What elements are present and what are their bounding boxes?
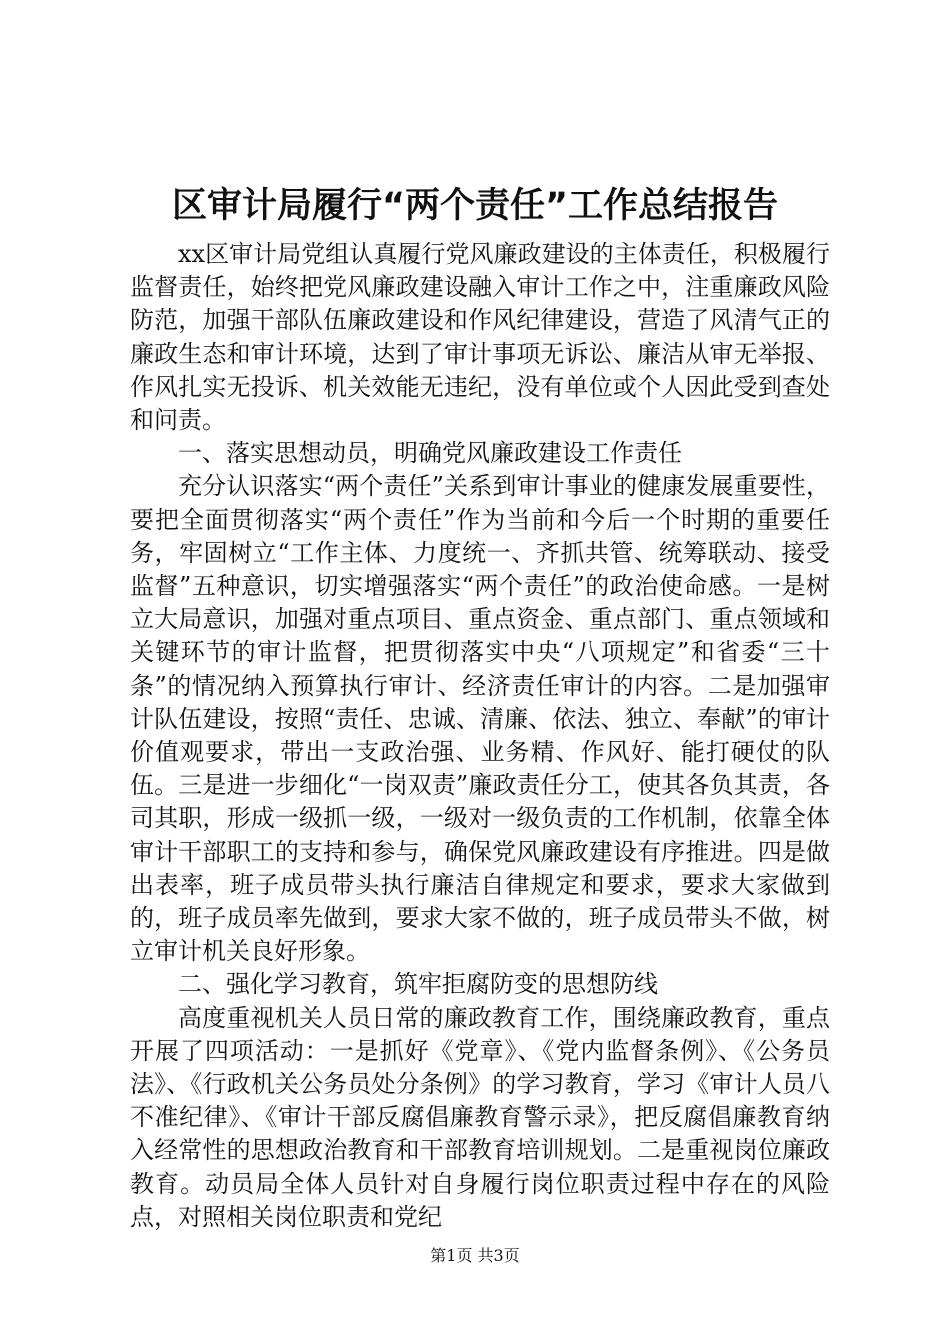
section-heading-2: 二、强化学习教育，筑牢拒腐防变的思想防线 xyxy=(178,970,658,999)
section-heading-1: 一、落实思想动员，明确党风廉政建设工作责任 xyxy=(178,439,682,468)
document-body xyxy=(130,238,830,1234)
section-2-paragraph: 高度重视机关人员日常的廉政教育工作，围绕廉政教育，重点开展了四项活动：一是抓好《党章》、《党内监督条例》、《公务员法》、《行政机关公务员处分条例》的学习教育，学习《审计人员八不准纪律》、《审计干部反腐倡廉教育警示录》，把反腐倡廉教育纳入经常性的思想政治教育和干部教育培训规划。二是重视岗位廉政教育。动员局全体人员针对自身履行岗位职责过程中存在的风险点，对照相关岗位职责和党纪 xyxy=(130,1003,830,1231)
document-title: 区审计局履行“两个责任”工作总结报告 xyxy=(171,186,778,226)
intro-paragraph: xx区审计局党组认真履行党风廉政建设的主体责任，积极履行监督责任，始终把党风廉政建设融入审计工作之中，注重廉政风险防范，加强干部队伍廉政建设和作风纪律建设，营造了风清气正的廉政生态和审计环境，达到了审计事项无诉讼、廉洁从审无举报、作风扎实无投诉、机关效能无违纪，没有单位或个人因此受到查处和问责。 xyxy=(130,240,830,435)
page-footer: 第1页 共3页 xyxy=(430,1246,520,1265)
section-1-paragraph: 充分认识落实“两个责任”关系到审计事业的健康发展重要性，要把全面贯彻落实“两个责任”作为当前和今后一个时期的重要任务，牢固树立“工作主体、力度统一、齐抓共管、统筹联动、接受监督”五种意识，切实增强落实“两个责任”的政治使命感。一是树立大局意识，加强对重点项目、重点资金、重点部门、重点领域和关键环节的审计监督，把贯彻落实中央“八项规定”和省委“三十条”的情况纳入预算执行审计、经济责任审计的内容。二是加强审计队伍建设，按照“责任、忠诚、清廉、依法、独立、奉献”的审计价值观要求，带出一支政治强、业务精、作风好、能打硬仗的队伍。三是进一步细化“一岗双责”廉政责任分工，使其各负其责，各司其职，形成一级抓一级，一级对一级负责的工作机制，依靠全体审计干部职工的支持和参与，确保党风廉政建设有序推进。四是做出表率，班子成员带头执行廉洁自律规定和要求，要求大家做到的，班子成员率先做到，要求大家不做的，班子成员带头不做，树立审计机关良好形象。 xyxy=(130,472,830,966)
